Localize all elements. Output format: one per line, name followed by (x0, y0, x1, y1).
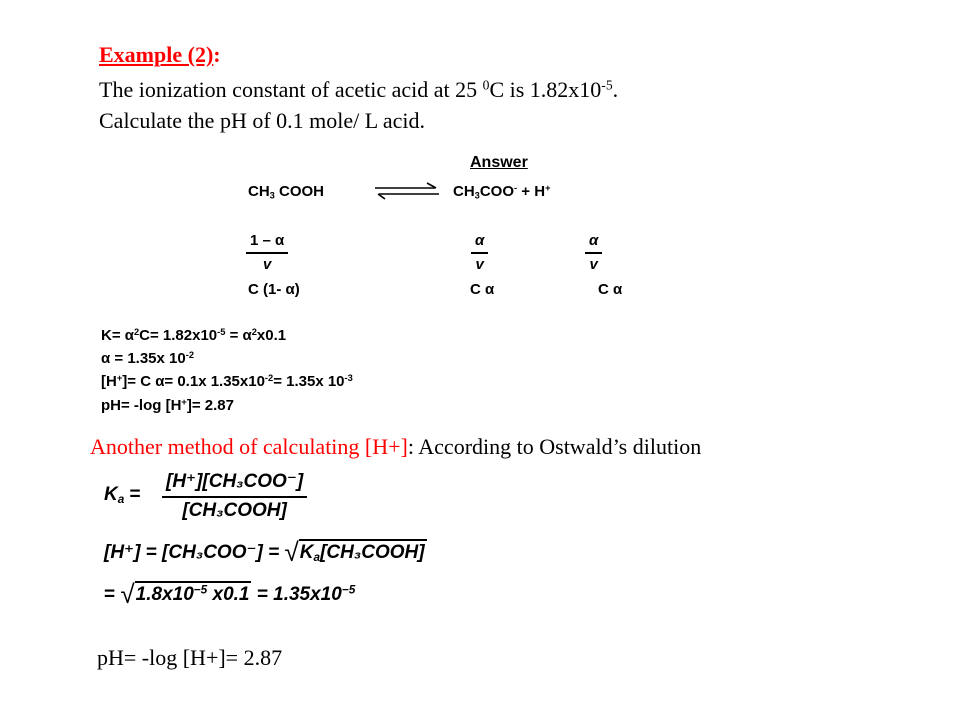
h-concentration-equation (101, 373, 353, 390)
fraction-alpha-2 (585, 232, 602, 273)
ph-eq-part: pH= -log [H (101, 397, 182, 414)
ostwald-heading-red: Another method of calculating [H+] (90, 434, 408, 459)
final-ph: pH= -log [H+]= 2.87 (97, 645, 283, 670)
num-eq-result: = 1.35x10 (251, 584, 342, 605)
problem-line-1 (99, 77, 618, 102)
h-eq-sup: -3 (344, 372, 353, 383)
problem-line-1-end: . (612, 77, 619, 102)
alpha-eq-part: α = 1.35x 10 (101, 350, 186, 367)
h-eq-sup: + (116, 372, 123, 383)
num-eq-in-exp: −5 (193, 583, 208, 597)
h-equals-root-equation (104, 537, 427, 568)
equilibrium-arrow-icon (373, 180, 441, 202)
ph-equation (101, 397, 234, 414)
product-sub: 3 (474, 190, 480, 201)
num-eq-lead: = (104, 584, 116, 605)
example-title (99, 42, 221, 67)
degree-superscript: 0 (482, 77, 490, 93)
fraction-3-denominator: v (589, 256, 598, 273)
k-eq-part: K= α (101, 327, 134, 344)
alpha-equation (101, 350, 194, 367)
ka-k: K (104, 484, 118, 505)
ka-sub: a (117, 492, 125, 506)
fraction-1-denominator: v (262, 256, 272, 273)
square-root-icon: √ (284, 537, 299, 567)
fraction-3-numerator: α (585, 232, 602, 254)
ostwald-heading-black: : According to Ostwald’s dilution (407, 434, 702, 459)
k-eq-sup: 2 (133, 326, 140, 337)
reactant-sub: 3 (269, 190, 275, 201)
h-eq-acid: [CH₃COOH] (320, 542, 425, 563)
num-eq-in-end: x0.1 (207, 584, 250, 605)
product-charge: - (514, 182, 518, 193)
product-plus-h: + H (517, 183, 546, 200)
k-eq-part: = α (225, 327, 252, 344)
h-eq-ka: K (299, 542, 314, 563)
h-eq-part: = 1.35x 10 (273, 373, 345, 390)
concentration-product-1: C α (470, 281, 495, 298)
problem-line-1-mid: C is 1.82x10 (489, 77, 602, 102)
ka-equals: = (124, 484, 141, 505)
fraction-one-minus-alpha (246, 232, 288, 273)
reactant-formula (248, 183, 324, 200)
answer-heading: Answer (470, 154, 528, 171)
h-eq-ka-sub: a (313, 550, 321, 564)
k-eq-part: x0.1 (256, 327, 287, 344)
ka-numerator: [H⁺][CH₃COO⁻] (162, 470, 307, 498)
ka-symbol (104, 484, 141, 506)
example-title-text: Example (2) (99, 42, 214, 67)
h-eq-part: ]= C α= 0.1x 1.35x10 (122, 373, 265, 390)
h-eq-part: [H (101, 373, 117, 390)
product-coo: COO (479, 183, 515, 200)
ph-eq-sup: + (181, 396, 187, 407)
ph-eq-part: ]= 2.87 (186, 397, 234, 414)
fraction-alpha-1 (471, 232, 488, 273)
h-eq-left: [H⁺] = [CH₃COO⁻] = (104, 542, 280, 563)
fraction-2-denominator: v (475, 256, 484, 273)
example-title-colon: : (213, 42, 221, 67)
fraction-1-numerator: 1 – α (246, 232, 288, 254)
ka-exponent: -5 (601, 77, 613, 93)
k-eq-sup: 2 (251, 326, 257, 337)
problem-line-2: Calculate the pH of 0.1 mole/ L acid. (99, 108, 426, 133)
numeric-root-equation (104, 579, 355, 610)
h-eq-sup: -2 (264, 372, 274, 383)
num-eq-in: 1.8x10 (135, 584, 194, 605)
k-eq-sup: -5 (217, 326, 226, 337)
ostwald-heading (90, 434, 701, 459)
problem-line-1-pre: The ionization constant of acetic acid at 25 (99, 77, 483, 102)
concentration-product-2: C α (598, 281, 623, 298)
reactant-end: COOH (274, 183, 325, 200)
ka-fraction (162, 470, 307, 522)
product-formula (453, 183, 551, 200)
alpha-eq-sup: -2 (185, 349, 194, 360)
concentration-reactant: C (1- α) (248, 281, 300, 298)
fraction-2-numerator: α (471, 232, 488, 254)
h-charge: + (545, 182, 551, 193)
k-eq-part: C= 1.82x10 (139, 327, 218, 344)
square-root-icon: √ (120, 579, 135, 609)
ka-denominator: [CH₃COOH] (182, 500, 287, 521)
num-eq-result-exp: −5 (341, 583, 356, 597)
reactant-ch: CH (248, 183, 270, 200)
k-equation (101, 327, 286, 344)
product-ch: CH (453, 183, 475, 200)
